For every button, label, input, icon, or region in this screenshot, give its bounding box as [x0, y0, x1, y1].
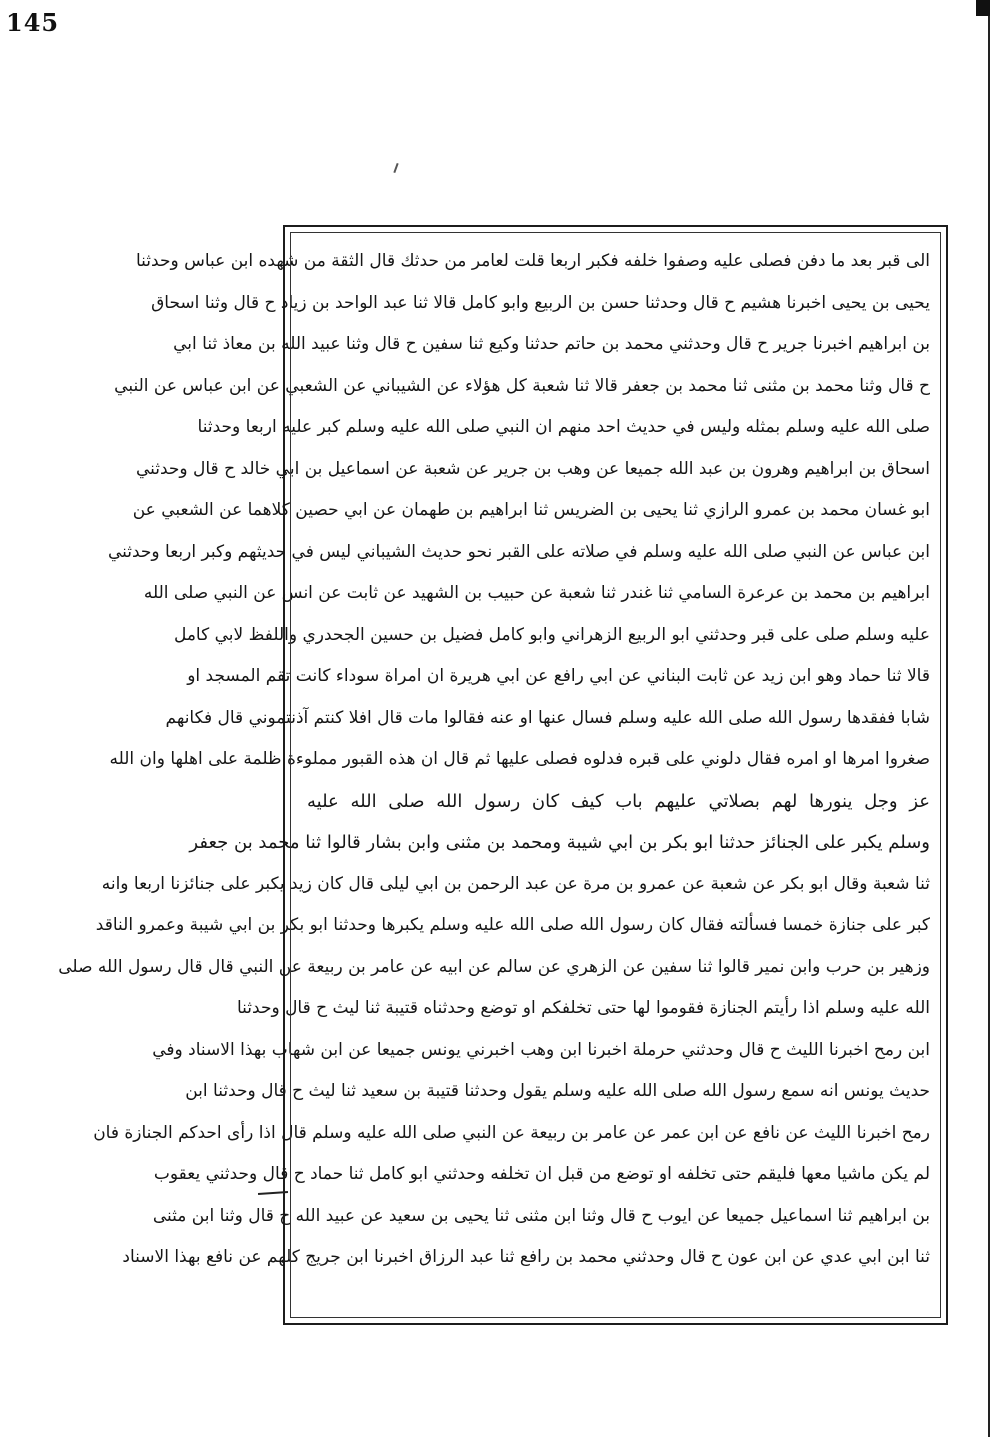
text-line: عليه وسلم صلى على قبر وحدثني ابو الربيع الزهراني وابو كامل فضيل بن حسين الجحدري واللفظ لابي كامل	[173, 624, 930, 645]
page-number: 145	[6, 8, 60, 37]
corner-mark	[976, 0, 990, 16]
text-line: قالا ثنا حماد وهو ابن زيد عن ثابت البناني عن ابي رافع عن ابي هريرة ان امراة سوداء كانت تقم المسجد او	[187, 666, 930, 686]
text-line: حديث يونس انه سمع رسول الله صلى الله عليه وسلم يقول وحدثنا قتيبة بن سعيد ثنا ليث ح قال وحدثنا ابن	[185, 1081, 930, 1101]
text-line: ثنا شعبة وقال ابو بكر عن شعبة عن عمرو بن مرة عن عبد الرحمن بن ابي ليلى قال كان زيد يكبر على جنائزنا اربعا وانه	[101, 873, 930, 894]
text-line: ابن عباس عن النبي صلى الله عليه وسلم في صلاته على القبر نحو حديث الشيباني ليس في حديثهم وكبر اربعا وحدثني	[107, 541, 930, 562]
text-line: رمح اخبرنا الليث عن نافع عن ابن عمر عن عامر بن ربيعة عن النبي صلى الله عليه وسلم قال اذا رأى احدكم الجنازة فان	[93, 1122, 930, 1143]
text-frame	[58, 225, 948, 1325]
text-line: ح قال وثنا محمد بن مثنى ثنا محمد بن جعفر قالا ثنا شعبة كل هؤلاء عن الشيباني عن الشعبي عن ابن عباس عن النبي	[114, 375, 930, 396]
text-line: الله عليه وسلم اذا رأيتم الجنازة فقوموا لها حتى تخلفكم او توضع وحدثناه قتيبة ثنا ليث ح قال وحدثنا	[236, 998, 930, 1018]
text-line: ثنا ابن ابي عدي عن ابن عون ح قال وحدثني محمد بن رافع ثنا عبد الرزاق اخبرنا ابن جريج كلهم عن نافع بهذا الاسناد	[122, 1247, 930, 1267]
text-line: الى قبر بعد ما دفن فصلى عليه وصفوا خلفه فكبر اربعا قلت لعامر من حدثك قال الثقة من شهده ابن عباس وحدثنا	[136, 251, 930, 271]
text-line: صلى الله عليه وسلم بمثله وليس في حديث احد منهم ان النبي صلى الله عليه وسلم كبر عليه اربعا وحدثنا	[197, 417, 930, 437]
page-edge-border	[988, 0, 996, 1437]
chapter-heading-line: عز وجل ينورها لهم بصلاتي عليهم باب كيف كان رسول الله صلى الله عليه	[307, 790, 930, 812]
text-line: بن ابراهيم اخبرنا جرير ح قال وحدثني محمد بن حاتم حدثنا وكيع ثنا سفين ح قال وثنا عبيد الله بن معاذ ثنا ابي	[173, 334, 930, 354]
text-line: وزهير بن حرب وابن نمير قالوا ثنا سفين عن الزهري عن سالم عن ابيه عن عامر بن ربيعة عن النبي قال قال رسول الله صلى	[58, 956, 930, 977]
text-line: اسحاق بن ابراهيم وهرون بن عبد الله جميعا عن وهب بن جرير عن شعبة عن اسماعيل بن ابي خالد ح قال وحدثني	[135, 458, 930, 479]
text-line: ابراهيم بن محمد بن عرعرة السامي ثنا غندر ثنا شعبة عن حبيب بن الشهيد عن ثابت عن انس عن النبي صلى الله	[143, 583, 930, 603]
text-line: شابا ففقدها رسول الله صلى الله عليه وسلم فسال عنها او عنه فقالوا مات قال افلا كنتم آذنتموني قال فكانهم	[165, 707, 930, 728]
text-line: يحيى بن يحيى اخبرنا هشيم ح قال وحدثنا حسن بن الربيع وابو كامل قالا ثنا عبد الواحد بن زياد ح قال وثنا اسحاق	[151, 292, 930, 313]
stray-ink-mark	[393, 163, 398, 173]
text-line: بن ابراهيم ثنا اسماعيل جميعا عن ايوب ح قال وثنا ابن مثنى ثنا يحيى بن سعيد عن عبيد الله ح قال وثنا ابن مثنى	[152, 1205, 930, 1226]
text-line: صغروا امرها او امره فقال دلوني على قبره فدلوه فصلى عليها ثم قال ان هذه القبور مملوءة ظلمة على اهلها وان الله	[109, 749, 930, 769]
text-line: ابو غسان محمد بن عمرو الرازي ثنا يحيى بن الضريس ثنا ابراهيم بن طهمان عن ابي حصين كلاهما عن الشعبي عن	[132, 500, 930, 520]
manuscript-text-block	[58, 241, 930, 1309]
text-line: ابن رمح اخبرنا الليث ح قال وحدثني حرملة اخبرنا ابن وهب اخبرني يونس جميعا عن ابن شهاب بهذا الاسناد وفي	[152, 1039, 930, 1060]
chapter-heading-line: وسلم يكبر على الجنائز حدثنا ابو بكر بن ابي شيبة ومحمد بن مثنى وابن بشار قالوا ثنا محمد بن جعفر	[189, 832, 930, 853]
text-line: لم يكن ماشيا معها فليقم حتى تخلفه او توضع من قبل ان تخلفه وحدثني ابو كامل ثنا حماد ح قال وحدثني يعقوب	[153, 1164, 930, 1184]
text-line: كبر على جنازة خمسا فسألته فقال كان رسول الله صلى الله عليه وسلم يكبرها وحدثنا ابو بكر بن ابي شيبة وعمرو الناقد	[95, 915, 930, 935]
